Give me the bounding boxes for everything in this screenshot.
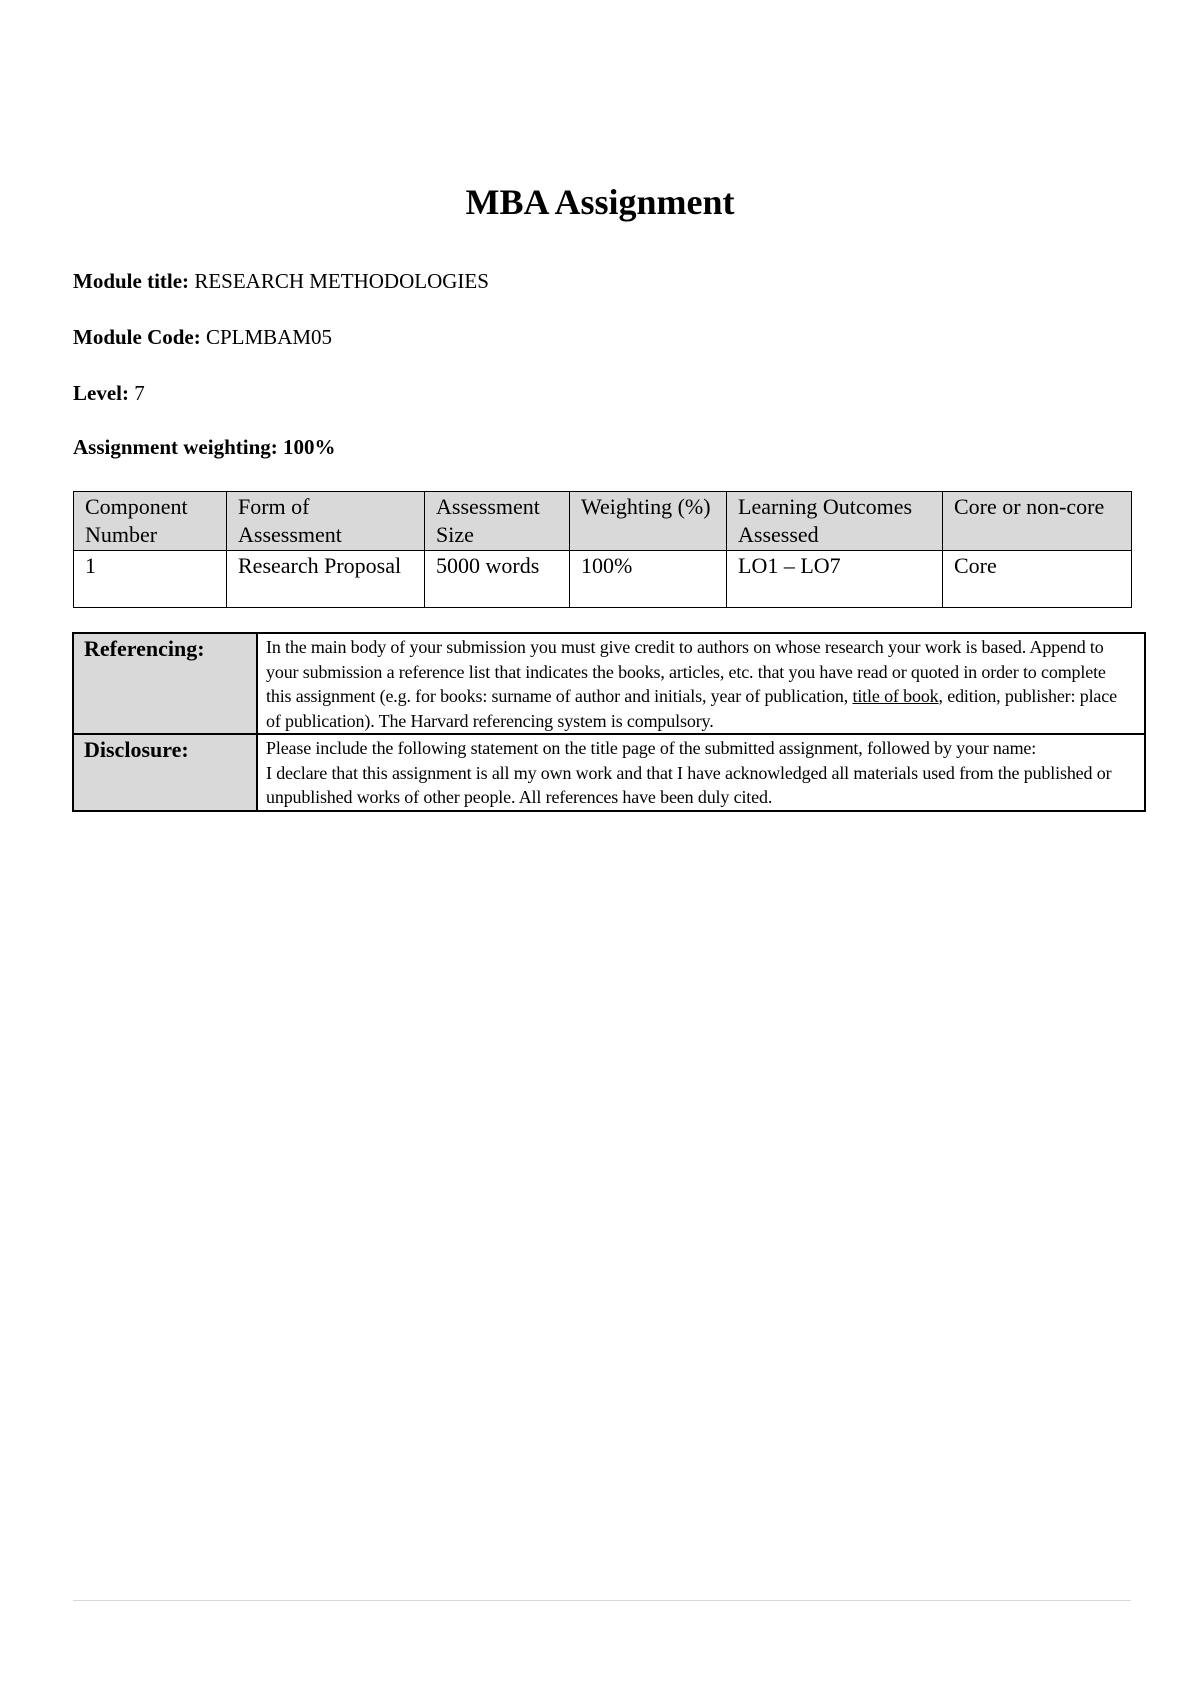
referencing-label: Referencing: xyxy=(73,633,257,734)
referencing-text-part1: In the main body of your submission you must give credit to authors on whose research your work is based. Append to your submission a reference list that indicates the books, articles, etc. that you have read or quoted in order to complete this assignment (e.g. for books: surname of author and initials, year of publication, xyxy=(266,637,1106,706)
referencing-text-part2: , edition, publisher: place of publication). The Harvard referencing system is compulsory. xyxy=(266,686,1117,731)
disclosure-label: Disclosure: xyxy=(73,734,257,811)
cell-form-of-assessment: Research Proposal xyxy=(227,551,425,608)
header-assessment-size: Assessment Size xyxy=(425,492,570,551)
disclosure-text xyxy=(257,734,1145,811)
header-core-or-non-core: Core or non-core xyxy=(943,492,1132,551)
module-code-label: Module Code: xyxy=(73,325,201,349)
level-line xyxy=(73,380,145,406)
footer-divider xyxy=(73,1600,1131,1601)
cell-weighting: 100% xyxy=(570,551,727,608)
header-form-of-assessment: Form of Assessment xyxy=(227,492,425,551)
cell-component-number: 1 xyxy=(74,551,227,608)
header-learning-outcomes: Learning Outcomes Assessed xyxy=(727,492,943,551)
page-title: MBA Assignment xyxy=(465,182,735,222)
module-code-value: CPLMBAM05 xyxy=(206,325,333,349)
referencing-row xyxy=(73,633,1145,734)
level-value: 7 xyxy=(134,381,145,405)
module-code-line xyxy=(73,324,332,350)
module-title-line xyxy=(73,268,489,294)
disclosure-statement: I declare that this assignment is all my own work and that I have acknowledged all materials used from the published or unpublished works of other people. All references have been duly cited. xyxy=(266,762,1112,807)
guidance-table xyxy=(72,632,1146,812)
module-title-label: Module title: xyxy=(73,269,190,293)
cell-assessment-size: 5000 words xyxy=(425,551,570,608)
header-component-number: Component Number xyxy=(74,492,227,551)
disclosure-row xyxy=(73,734,1145,811)
assessment-table xyxy=(73,491,1132,608)
disclosure-instruction: Please include the following statement on the title page of the submitted assignment, followed by your name: xyxy=(266,738,1037,758)
level-label: Level: xyxy=(73,381,129,405)
assignment-weighting-line xyxy=(73,434,336,460)
referencing-text xyxy=(257,633,1145,734)
cell-core-or-non-core: Core xyxy=(943,551,1132,608)
table-row xyxy=(74,551,1132,608)
module-title-value: RESEARCH METHODOLOGIES xyxy=(194,269,489,293)
assignment-weighting-label: Assignment weighting: xyxy=(73,435,278,459)
referencing-text-underlined: title of book xyxy=(852,686,939,706)
header-weighting: Weighting (%) xyxy=(570,492,727,551)
cell-learning-outcomes: LO1 – LO7 xyxy=(727,551,943,608)
assessment-header-row xyxy=(74,492,1132,551)
assignment-weighting-value: 100% xyxy=(283,435,336,459)
